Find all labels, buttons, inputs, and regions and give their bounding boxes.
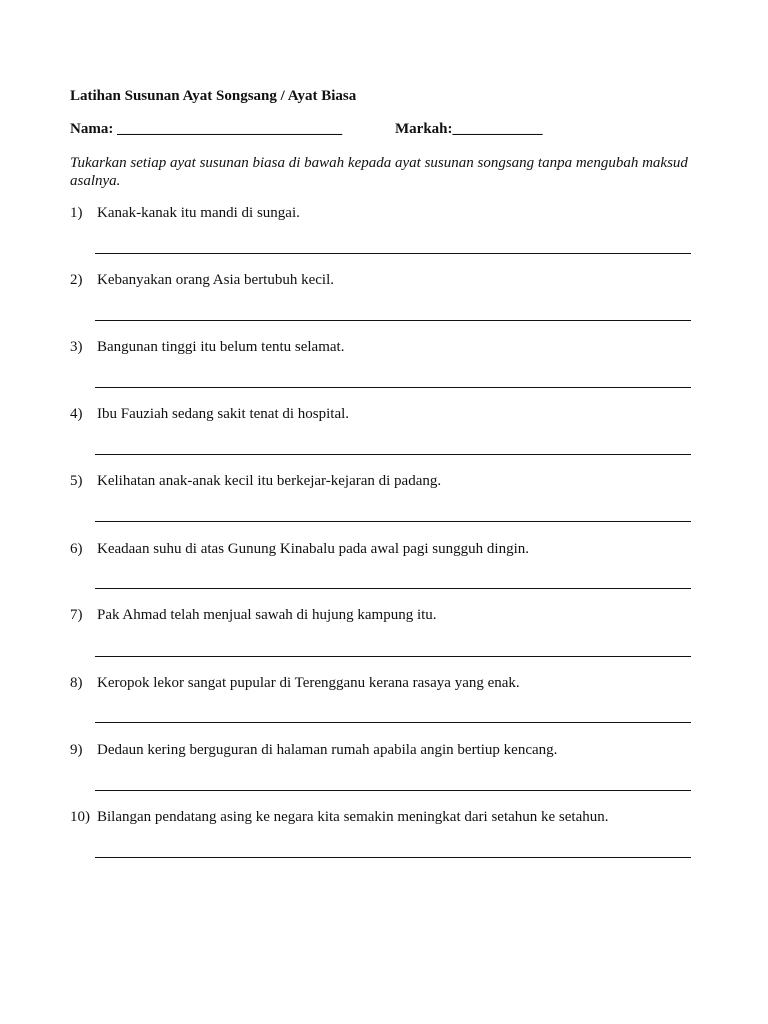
question-text: Kelihatan anak-anak kecil itu berkejar-kejaran di padang. — [97, 473, 442, 489]
question-number: 10) — [70, 809, 90, 825]
answer-line — [95, 387, 691, 388]
question-text: Dedaun kering berguguran di halaman rumah apabila angin bertiup kencang. — [97, 742, 558, 758]
question-number: 9) — [70, 742, 83, 758]
answer-line — [95, 521, 691, 522]
question-text: Kanak-kanak itu mandi di sungai. — [97, 205, 300, 221]
question-number: 1) — [70, 205, 83, 221]
answer-line — [95, 253, 691, 254]
answer-line — [95, 790, 691, 791]
question-number: 6) — [70, 541, 83, 557]
question-number: 2) — [70, 272, 83, 288]
question-text: Bangunan tinggi itu belum tentu selamat. — [97, 339, 345, 355]
answer-line — [95, 857, 691, 858]
question-number: 3) — [70, 339, 83, 355]
answer-line — [95, 656, 691, 657]
question-text: Kebanyakan orang Asia bertubuh kecil. — [97, 272, 335, 288]
worksheet-title: Latihan Susunan Ayat Songsang / Ayat Biasa — [70, 88, 357, 104]
question-number: 4) — [70, 406, 83, 422]
question-number: 5) — [70, 473, 83, 489]
answer-line — [95, 454, 691, 455]
instructions: Tukarkan setiap ayat susunan biasa di bawah kepada ayat susunan songsang tanpa mengubah maksud asalnya. — [70, 155, 688, 189]
answer-line — [95, 588, 691, 589]
question-text: Keropok lekor sangat pupular di Terengganu kerana rasaya yang enak. — [97, 675, 520, 691]
answer-line — [95, 722, 691, 723]
name-field: Nama: ______________________________ — [70, 121, 343, 137]
question-text: Bilangan pendatang asing ke negara kita semakin meningkat dari setahun ke setahun. — [97, 809, 609, 825]
question-text: Pak Ahmad telah menjual sawah di hujung kampung itu. — [97, 607, 437, 623]
mark-field: Markah:____________ — [395, 121, 543, 137]
answer-line — [95, 320, 691, 321]
question-text: Keadaan suhu di atas Gunung Kinabalu pada awal pagi sungguh dingin. — [97, 541, 529, 557]
question-text: Ibu Fauziah sedang sakit tenat di hospital. — [97, 406, 350, 422]
question-number: 8) — [70, 675, 83, 691]
question-number: 7) — [70, 607, 83, 623]
